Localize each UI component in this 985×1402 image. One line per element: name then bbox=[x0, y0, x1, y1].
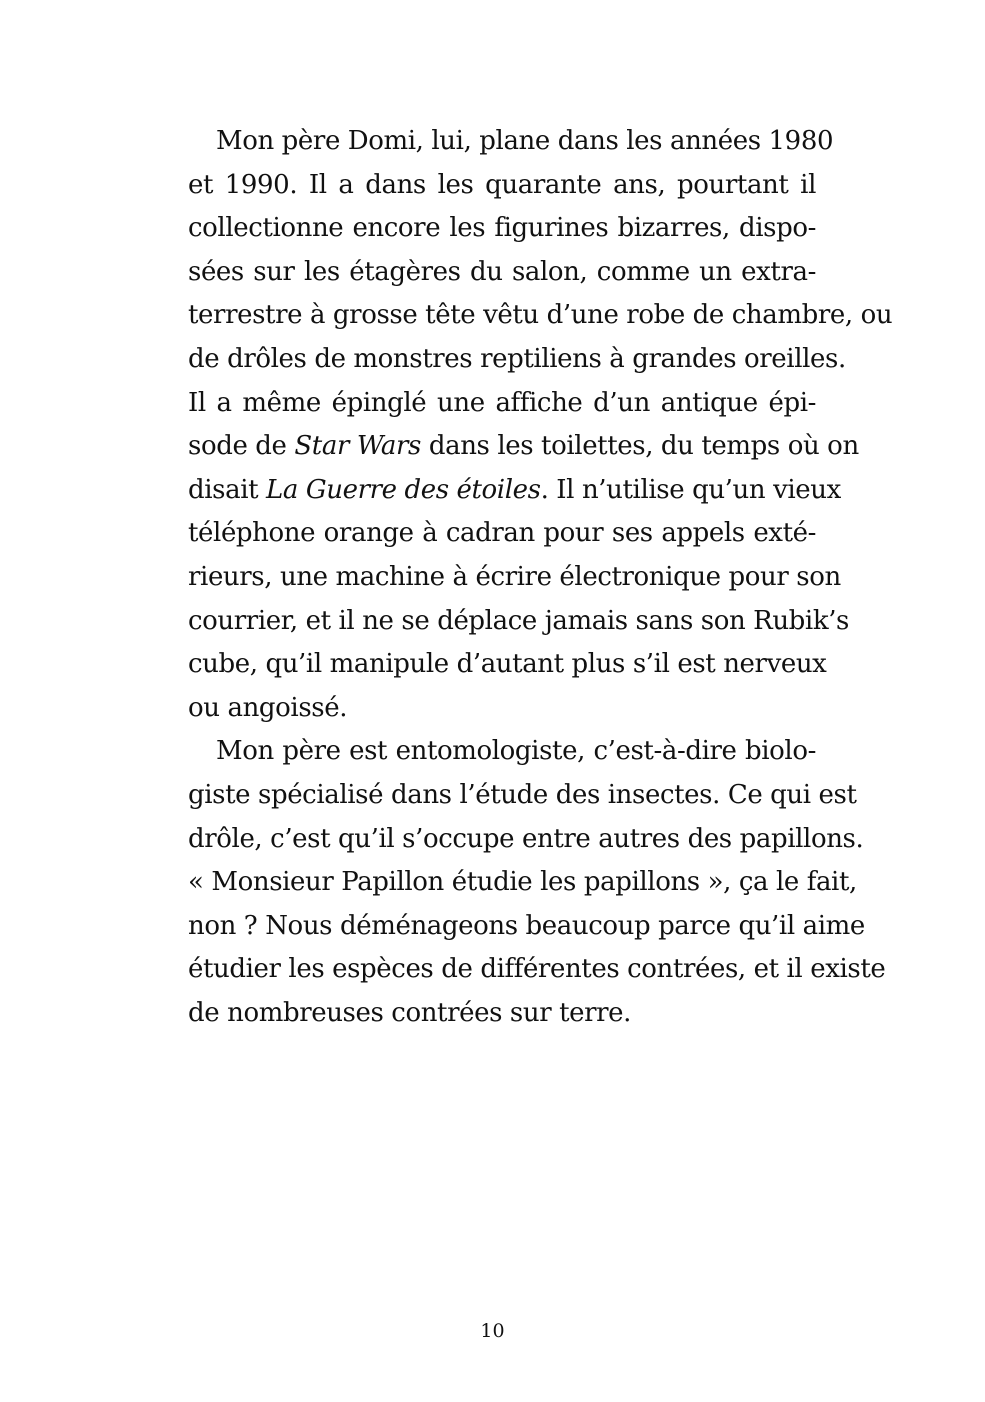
text-line: étudier les espèces de différentes contrées, et il existe bbox=[188, 954, 886, 985]
text-line: sode de Star Wars dans les toilettes, du temps où on bbox=[188, 431, 859, 462]
italic-title: Star Wars bbox=[294, 431, 421, 462]
text-line: de nombreuses contrées sur terre. bbox=[188, 997, 632, 1028]
text-line: terrestre à grosse tête vêtu d’une robe de chambre, ou bbox=[188, 300, 893, 331]
text-line: drôle, c’est qu’il s’occupe entre autres des papillons. bbox=[188, 823, 864, 854]
text-line: Mon père est entomologiste, c’est-à-dire biolo- bbox=[216, 736, 816, 767]
text-line: collectionne encore les figurines bizarres, dispo- bbox=[188, 213, 816, 244]
body-text bbox=[162, 120, 893, 1035]
text-line: Il a même épinglé une affiche d’un antique épi- bbox=[188, 387, 816, 418]
text-line: ou angoissé. bbox=[188, 692, 348, 723]
text-line: sées sur les étagères du salon, comme un extra- bbox=[188, 256, 816, 287]
text-line: Mon père Domi, lui, plane dans les années 1980 bbox=[216, 126, 834, 156]
text-line: et 1990. Il a dans les quarante ans, pourtant il bbox=[188, 169, 816, 200]
page-number: 10 bbox=[480, 1320, 505, 1342]
text-line: disait La Guerre des étoiles. Il n’utilise qu’un vieux bbox=[188, 474, 841, 505]
text-line: non ? Nous déménageons beaucoup parce qu’il aime bbox=[188, 910, 865, 941]
text-line: téléphone orange à cadran pour ses appels exté- bbox=[188, 518, 816, 549]
italic-title: La Guerre des étoiles bbox=[266, 474, 541, 505]
text-line: rieurs, une machine à écrire électronique pour son bbox=[188, 561, 841, 592]
paragraph-1 bbox=[162, 120, 893, 730]
text-line: courrier, et il ne se déplace jamais sans son Rubik’s bbox=[188, 605, 849, 636]
paragraph-2 bbox=[162, 730, 886, 1035]
text-line: de drôles de monstres reptiliens à grandes oreilles. bbox=[188, 343, 846, 374]
text-line: « Monsieur Papillon étudie les papillons », ça le fait, bbox=[188, 867, 857, 898]
text-line: giste spécialisé dans l’étude des insectes. Ce qui est bbox=[188, 779, 857, 810]
text-line: cube, qu’il manipule d’autant plus s’il est nerveux bbox=[188, 649, 827, 680]
